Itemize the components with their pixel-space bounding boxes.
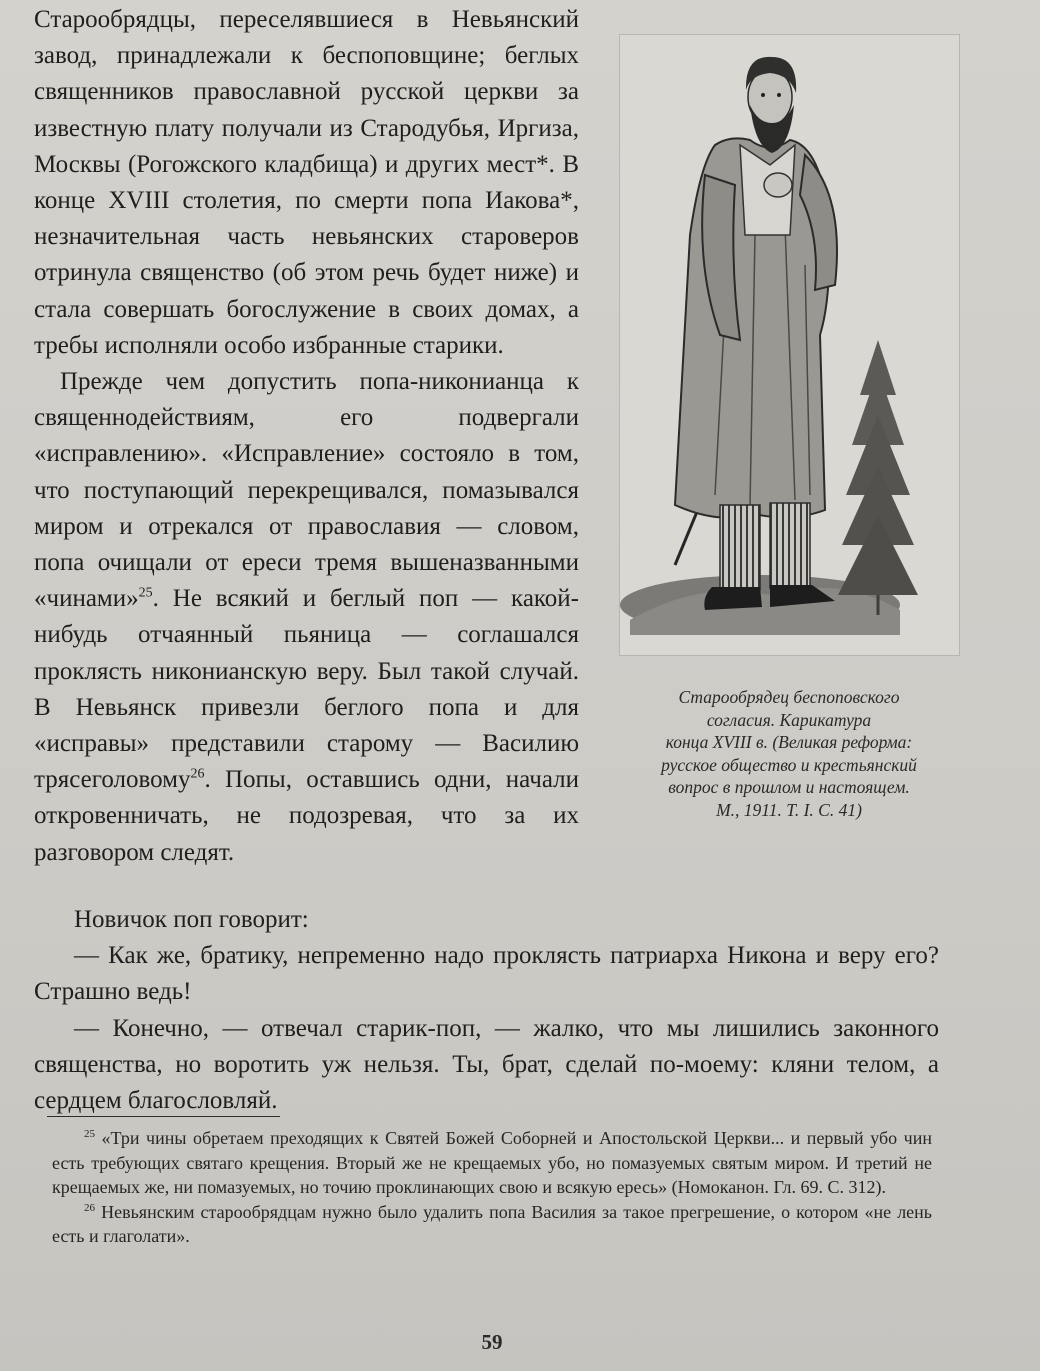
footnotes: [52, 1126, 932, 1249]
old-believer-drawing: [620, 35, 959, 655]
dialogue-text: [34, 902, 939, 1119]
paragraph-3: Новичок поп говорит:: [74, 906, 309, 933]
figure-caption: [614, 686, 964, 821]
caption-line: согласия. Карикатура: [706, 709, 872, 730]
fir-tree-icon: [838, 340, 918, 615]
footnote-ref-26: 26: [190, 766, 205, 782]
caption-line: Старообрядец беспоповского: [678, 687, 900, 707]
caption-line: русское общество и крестьянский: [661, 754, 917, 775]
illustration-old-believer: [619, 34, 960, 656]
paragraph-2-part-c: . Попы, оставшись одни, начали откровенничать, не подозревая, что за их разговором следят.: [34, 766, 579, 866]
footnote-mark-26: 26: [84, 1201, 95, 1214]
paragraph-2-part-a: Прежде чем допустить попа-никонианца к священнодействиям, его подвергали «исправлению». «Исправление» состояло в том, что поступающий перекрещивался, помазывался миром и отрекался от православия — словом, попа очищали от ереси тремя вышеназванными «чинами»: [34, 368, 579, 613]
paragraph-2-part-b: . Не всякий и беглый поп — какой-нибудь отчаянный пьяница — соглашался проклясть никонианскую веру. Был такой случай. В Невьянск привезли беглого попа и для «исправы» представили старому — Василию трясеголовому: [34, 585, 579, 794]
page-number: 59: [481, 1330, 503, 1354]
striped-trousers-left: [720, 505, 760, 590]
caption-line: вопрос в прошлом и настоящем.: [668, 777, 910, 797]
paragraph-1: Старообрядцы, переселявшиеся в Невьянский завод, принадлежали к беспоповщине; беглых священников православной русской церкви за известную плату получали из Стародубья, Иргиза, Москвы (Рогожского кладбища) и других мест*. В конце XVIII столетия, по смерти попа Иакова*, незначительная часть невьянских староверов отринула священство (об этом речь будет ниже) и стала совершать богослужение в своих домах, а требы исполняли особо избранные старики.: [34, 6, 579, 359]
caption-line: конца XVIII в. (Великая реформа:: [665, 732, 913, 752]
footnote-separator: [47, 1116, 280, 1117]
caption-line: М., 1911. Т. I. С. 41): [716, 799, 862, 820]
footnote-mark-25: 25: [84, 1128, 95, 1140]
boot-left: [704, 587, 762, 610]
paragraph-2: [34, 364, 579, 871]
paragraph-5: — Конечно, — отвечал старик-поп, — жалко, что мы лишились законного священства, но воротить уж нельзя. Ты, брат, сделай по-моему: кляни телом, а сердцем благословляй.: [34, 1014, 939, 1115]
footnote-26: [52, 1200, 932, 1249]
striped-trousers-right: [770, 503, 810, 588]
paragraph-4: — Как же, братику, непременно надо проклясть патриарха Никона и веру его? Страшно ведь!: [34, 942, 939, 1006]
footnote-25-text: «Три чины обретаем преходящих к Святей Божей Соборней и Апостольской Церкви... и первый убо чин есть требующих святаго крещения. Вторый же не крещаемых убо, но помазуемых святым миром. И третий не крещаемых же, ни помазуемых, но точию проклинающих свою и всякую ересь» (Номоканон. Гл. 69. С. 312).: [52, 1128, 932, 1197]
footnote-ref-25: 25: [138, 585, 153, 601]
main-text-column: [34, 2, 579, 871]
footnote-26-text: Невьянским старообрядцам нужно было удалить попа Василия за такое прегрешение, о котором «не лень есть и глаголати».: [52, 1201, 933, 1246]
footnote-25: [52, 1126, 932, 1200]
